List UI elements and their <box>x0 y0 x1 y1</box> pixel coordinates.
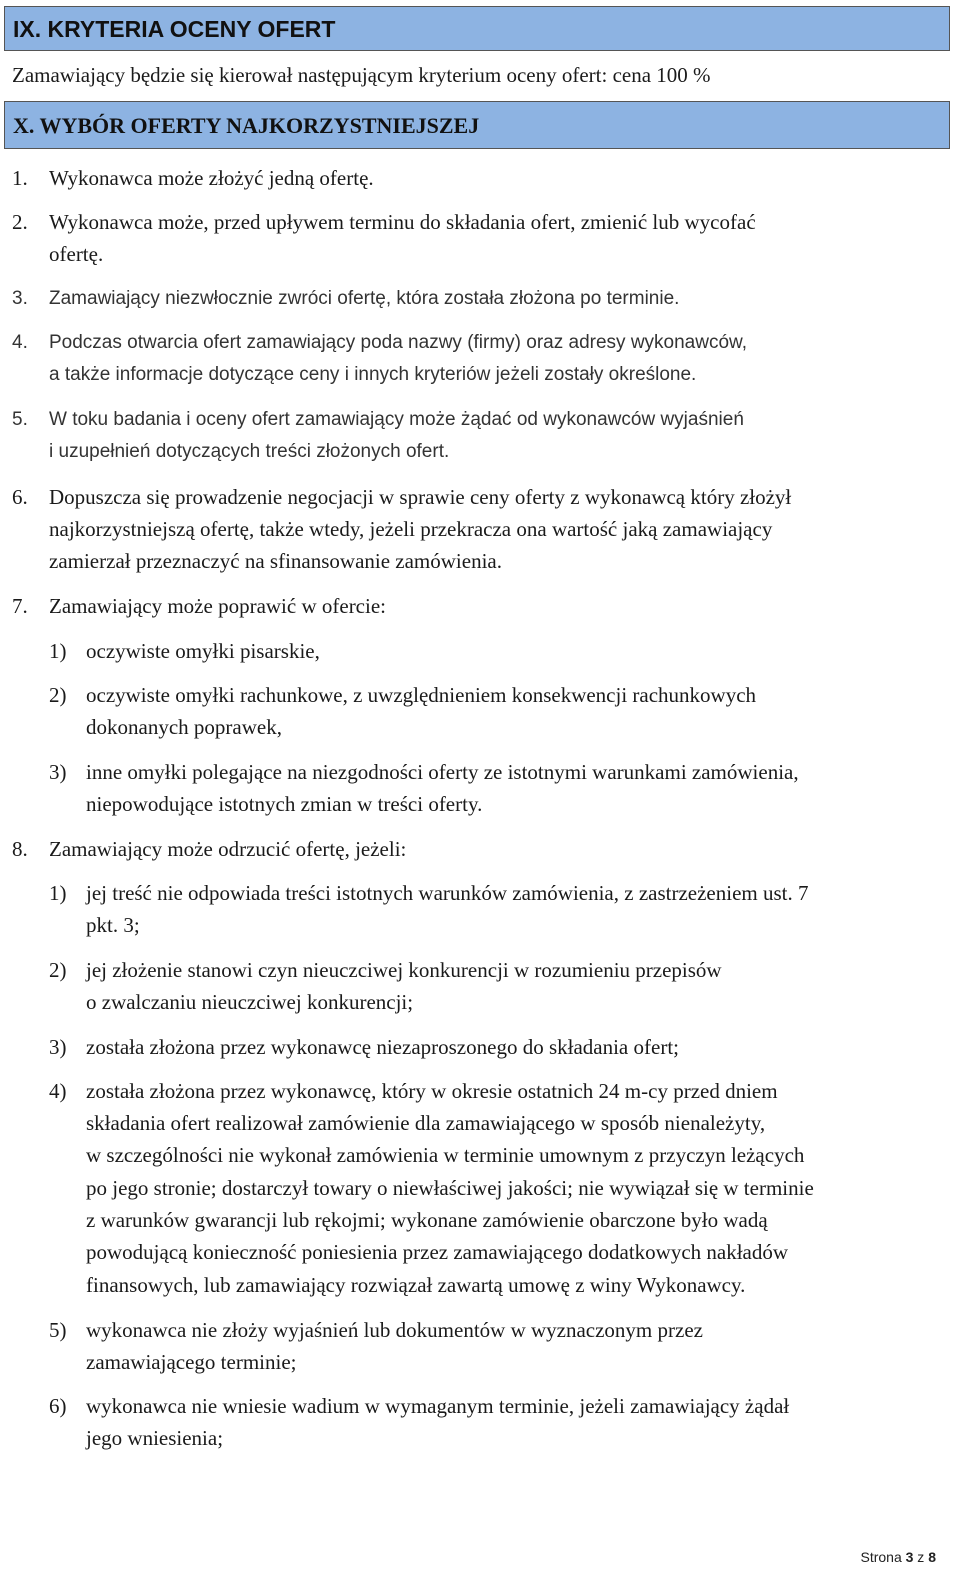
item-text: Wykonawca może, przed upływem terminu do składania ofert, zmienić lub wycofać <box>49 210 756 234</box>
sub-item-text: po jego stronie; dostarczył towary o niewłaściwej jakości; nie wywiązał się w terminie <box>86 1176 814 1200</box>
sub-item-text: składania ofert realizował zamówienie dla zamawiającego w sposób nienależyty, <box>86 1111 766 1135</box>
sub-item-number: 6) <box>49 1394 67 1418</box>
sub-item-number: 2) <box>49 683 67 707</box>
sub-item-text: zamawiającego terminie; <box>86 1350 297 1374</box>
item-text: zamierzał przeznaczyć na sfinansowanie zamówienia. <box>49 549 502 573</box>
sub-item-number: 5) <box>49 1318 67 1342</box>
item-text: Podczas otwarcia ofert zamawiający poda nazwy (firmy) oraz adresy wykonawców, <box>49 332 747 353</box>
sub-item-text: wykonawca nie wniesie wadium w wymaganym terminie, jeżeli zamawiający żądał <box>86 1394 790 1418</box>
sub-item-text: jego wniesienia; <box>86 1426 224 1450</box>
sub-item-text: finansowych, lub zamawiający rozwiązał zawartą umowę z winy Wykonawcy. <box>86 1273 746 1297</box>
current-page: 3 <box>905 1549 914 1565</box>
sub-item-text: powodującą konieczność poniesienia przez zamawiającego dodatkowych nakładów <box>86 1240 789 1264</box>
item-text: a także informacje dotyczące ceny i innych kryteriów jeżeli zostały określone. <box>49 364 697 385</box>
sub-item-text: niepowodujące istotnych zmian w treści oferty. <box>86 792 483 816</box>
page-separator: z <box>913 1549 929 1565</box>
item-text: Zamawiający może poprawić w ofercie: <box>49 594 386 618</box>
sub-item-text: dokonanych poprawek, <box>86 715 282 739</box>
section-9-text: Zamawiający będzie się kierował następującym kryterium oceny ofert: cena 100 % <box>12 63 711 87</box>
section-10-header <box>4 101 950 149</box>
page-label: Strona <box>860 1549 906 1565</box>
sub-item-text: oczywiste omyłki pisarskie, <box>86 639 320 663</box>
section-10-title: X. WYBÓR OFERTY NAJKORZYSTNIEJSZEJ <box>13 113 480 138</box>
item-text: Zamawiający niezwłocznie zwróci ofertę, która została złożona po terminie. <box>49 288 680 309</box>
sub-item-text: z warunków gwarancji lub rękojmi; wykonane zamówienie obarczone było wadą <box>86 1208 768 1232</box>
sub-item-text: inne omyłki polegające na niezgodności oferty ze istotnymi warunkami zamówienia, <box>86 760 799 784</box>
sub-item-text: została złożona przez wykonawcę, który w okresie ostatnich 24 m-cy przed dniem <box>86 1079 778 1103</box>
sub-item-number: 1) <box>49 881 67 905</box>
item-text: i uzupełnień dotyczących treści złożonych ofert. <box>49 441 450 462</box>
item-text: ofertę. <box>49 242 104 266</box>
sub-item-text: pkt. 3; <box>86 913 140 937</box>
sub-item-number: 4) <box>49 1079 67 1103</box>
item-number: 8. <box>12 837 28 861</box>
sub-item-text: o zwalczaniu nieuczciwej konkurencji; <box>86 990 414 1014</box>
total-pages: 8 <box>928 1549 936 1565</box>
sub-item-text: została złożona przez wykonawcę niezaproszonego do składania ofert; <box>86 1035 679 1059</box>
sub-item-number: 3) <box>49 760 67 784</box>
item-number: 3. <box>12 288 28 309</box>
item-text: najkorzystniejszą ofertę, także wtedy, jeżeli przekracza ona wartość jaką zamawiający <box>49 517 773 541</box>
section-9-title: IX. KRYTERIA OCENY OFERT <box>13 16 336 42</box>
sub-item-number: 2) <box>49 958 67 982</box>
item-number: 7. <box>12 594 28 618</box>
item-number: 1. <box>12 166 28 190</box>
item-number: 4. <box>12 332 28 353</box>
section-9-header <box>4 6 950 51</box>
sub-item-text: jej treść nie odpowiada treści istotnych warunków zamówienia, z zastrzeżeniem ust. 7 <box>86 881 809 905</box>
item-text: Dopuszcza się prowadzenie negocjacji w sprawie ceny oferty z wykonawcą który złożył <box>49 485 792 509</box>
sub-item-text: oczywiste omyłki rachunkowe, z uwzględnieniem konsekwencji rachunkowych <box>86 683 757 707</box>
sub-item-number: 1) <box>49 639 67 663</box>
item-number: 2. <box>12 210 28 234</box>
item-text: W toku badania i oceny ofert zamawiający może żądać od wykonawców wyjaśnień <box>49 409 744 430</box>
sub-item-text: jej złożenie stanowi czyn nieuczciwej konkurencji w rozumieniu przepisów <box>86 958 722 982</box>
sub-item-number: 3) <box>49 1035 67 1059</box>
item-number: 6. <box>12 485 28 509</box>
sub-item-text: w szczególności nie wykonał zamówienia w terminie umownym z przyczyn leżących <box>86 1143 805 1167</box>
sub-item-text: wykonawca nie złoży wyjaśnień lub dokumentów w wyznaczonym przez <box>86 1318 703 1342</box>
page-number <box>860 1549 936 1565</box>
item-number: 5. <box>12 409 28 430</box>
item-text: Zamawiający może odrzucić ofertę, jeżeli: <box>49 837 407 861</box>
item-text: Wykonawca może złożyć jedną ofertę. <box>49 166 374 190</box>
